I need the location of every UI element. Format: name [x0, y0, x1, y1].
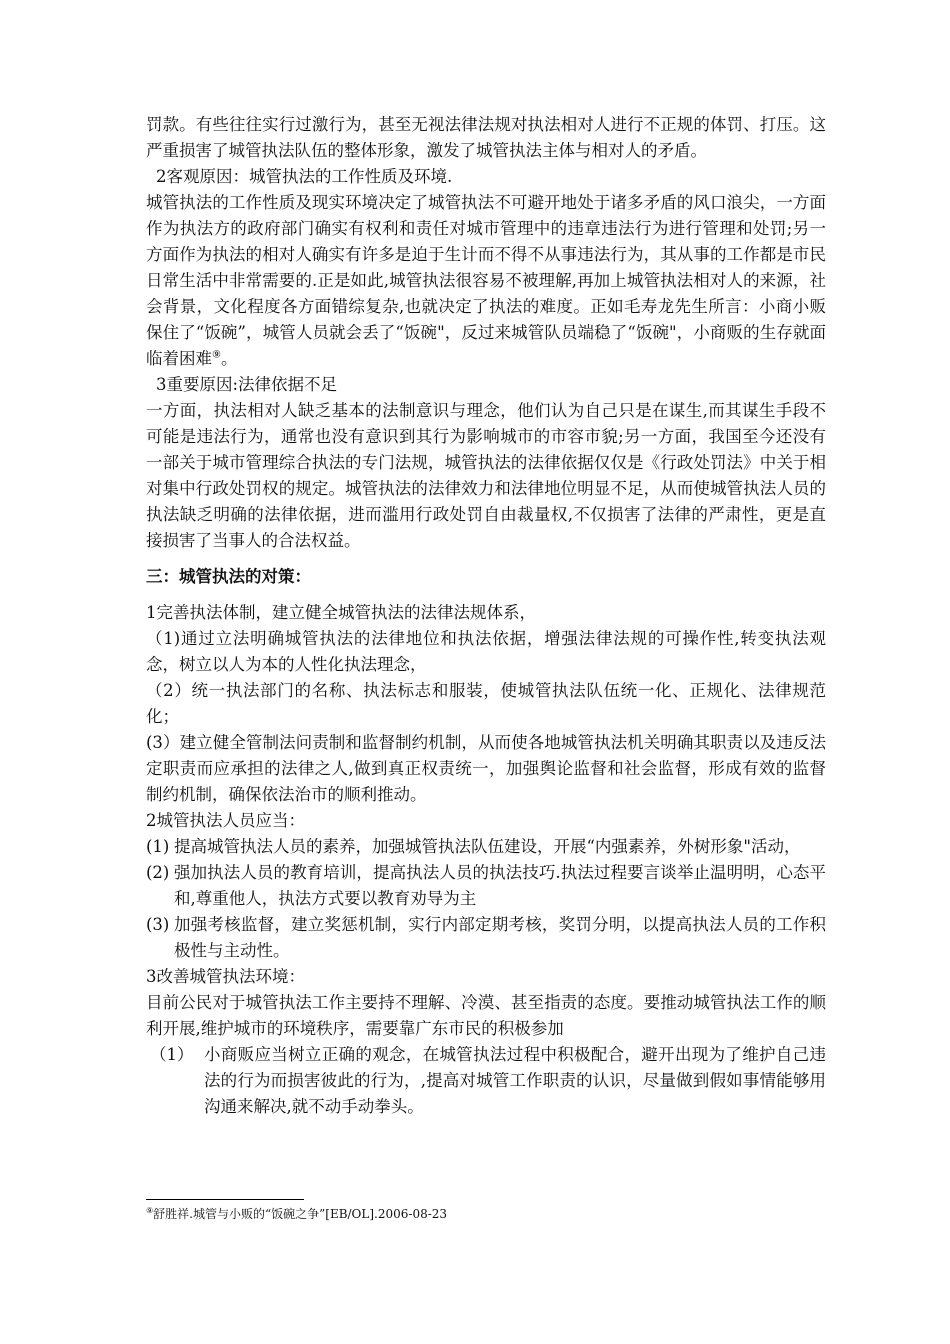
paragraph-objective-end: 。 [220, 349, 238, 368]
countermeasure-1-item-3: (3）建立健全管制法问责制和监督制约机制，从而使各地城管执法机关明确其职责以及违反法定职责而应承担的法律之人,做到真正权责统一，加强舆论监督和社会监督，形成有效的监督制约机制，确保依法治市的顺利推动。 [146, 733, 826, 804]
paragraph-objective-cause [146, 190, 826, 372]
countermeasure-1-item-2: （2）统一执法部门的名称、执法标志和服装，使城管执法队伍统一化、正规化、法律规范化； [146, 681, 826, 726]
footnote-ref[interactable]: ⑨ [212, 349, 221, 361]
subheading-legal-basis: 3重要原因:法律依据不足 [156, 375, 338, 394]
list-text: 小商贩应当树立正确的观念，在城管执法过程中积极配合，避开出现为了维护自己违法的行为而损害彼此的行为，,提高对城管工作职责的认识，尽量做到假如事情能够用沟通来解决,就不动手动拳头。 [204, 1045, 826, 1116]
section-heading-countermeasures: 三：城管执法的对策： [146, 567, 311, 586]
paragraph-penalty: 罚款。有些往往实行过激行为，甚至无视法律法规对执法相对人进行不正规的体罚、打压。这严重损害了城管执法队伍的整体形象，激发了城管执法主体与相对人的矛盾。 [146, 115, 826, 160]
countermeasure-2-title: 2城管执法人员应当： [146, 811, 305, 830]
paragraph-legal-basis: 一方面，执法相对人缺乏基本的法制意识与理念，他们认为自己只是在谋生,而其谋生手段不可能是违法行为，通常也没有意识到其行为影响城市的市容市貌;另一方面，我国至今还没有一部关于城市管理综合执法的专门法规，城管执法的法律依据仅仅是《行政处罚法》中关于相对集中行政处罚权的规定。城管执法的法律效力和法律地位明显不足，从而使城管执法人员的执法缺乏明确的法律依据，进而滥用行政处罚自由裁量权,不仅损害了法律的严肃性，更是直接损害了当事人的合法权益。 [146, 401, 826, 550]
list-number: (3) [146, 915, 170, 934]
footnote-divider [146, 1199, 304, 1200]
list-item [146, 834, 826, 860]
list-number: (2) [146, 863, 170, 882]
list-number: （1） [150, 1045, 194, 1064]
footnote-text: 舒胜祥.城管与小贩的“饭碗之争”[EB/OL].2006-08-23 [153, 1207, 448, 1221]
document-body [146, 112, 826, 1120]
list-item [146, 912, 826, 964]
countermeasure-1-title: 1完善执法体制，建立健全城管执法的法律法规体系， [146, 603, 536, 622]
footnote-mark: ⑨ [146, 1206, 154, 1215]
paragraph-objective-text: 城管执法的工作性质及现实环境决定了城管执法不可避开地处于诸多矛盾的风口浪尖，一方面作为执法方的政府部门确实有权利和责任对城市管理中的违章违法行为进行管理和处罚;另一方面作为执法的相对人确实有许多是迫于生计而不得不从事违法行为，其从事的工作都是市民日常生活中非常需要的.正是如此,城管执法很容易不被理解,再加上城管执法相对人的来源，社会背景，文化程度各方面错综复杂,也就决定了执法的难度。正如毛寿龙先生所言：小商小贩保住了“饭碗”，城管人员就会丢了“饭碗"，反过来城管队员端稳了“饭碗"，小商贩的生存就面临着困难 [146, 193, 826, 368]
countermeasure-3-title: 3改善城管执法环境： [146, 967, 305, 986]
list-item [146, 1042, 826, 1120]
footnote [146, 1206, 447, 1222]
countermeasure-3-intro: 目前公民对于城管执法工作主要持不理解、冷漠、甚至指责的态度。要推动城管执法工作的顺利开展,维护城市的环境秩序，需要靠广东市民的积极参加 [146, 993, 826, 1038]
subheading-objective-cause: 2客观原因：城管执法的工作性质及环境. [156, 167, 453, 186]
list-text: 强加执法人员的教育培训，提高执法人员的执法技巧.执法过程要言谈举止温明明，心态平和,尊重他人，执法方式要以教育劝导为主 [174, 863, 826, 908]
list-item [146, 860, 826, 912]
list-number: (1) [146, 837, 170, 856]
list-text: 加强考核监督，建立奖惩机制，实行内部定期考核，奖罚分明，以提高执法人员的工作积极性与主动性。 [174, 915, 826, 960]
list-text: 提高城管执法人员的素养，加强城管执法队伍建设，开展“内强素养，外树形象"活动， [174, 837, 801, 856]
countermeasure-1-item-1: （1)通过立法明确城管执法的法律地位和执法依据，增强法律法规的可操作性,转变执法观念，树立以人为本的人性化执法理念， [146, 629, 826, 674]
